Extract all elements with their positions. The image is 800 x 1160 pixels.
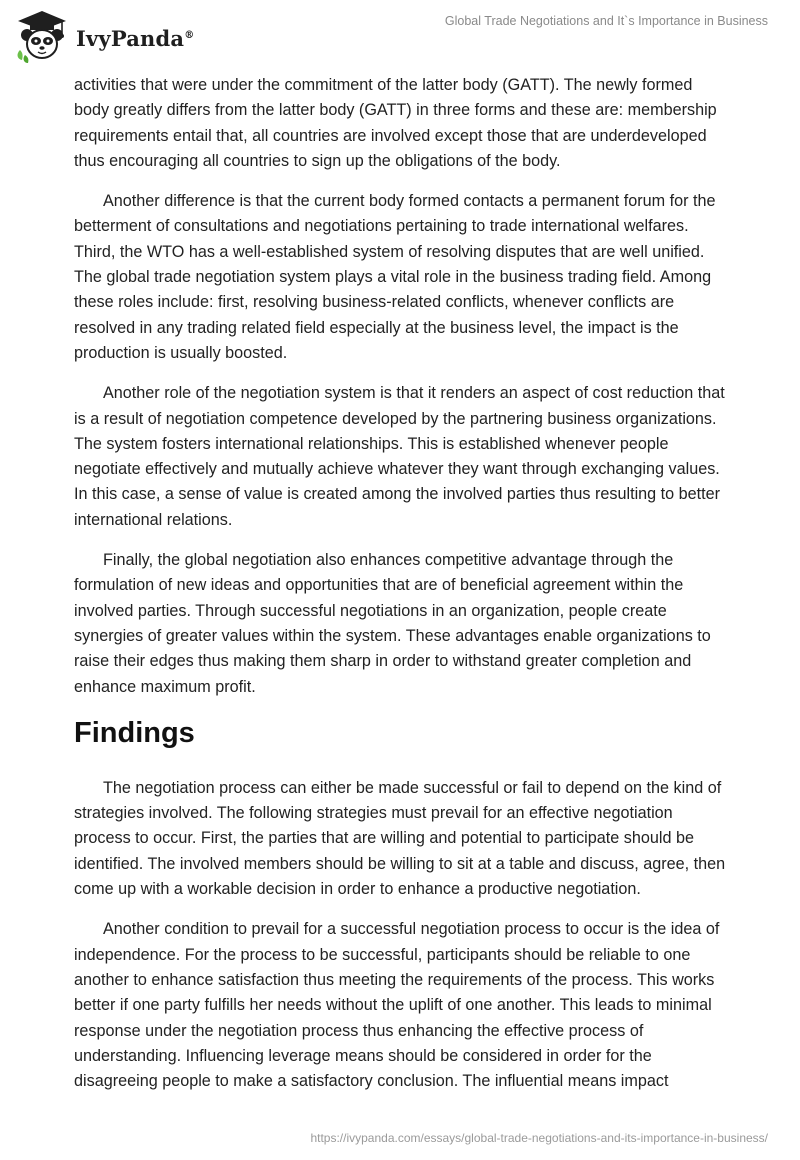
- panda-graduate-icon: [14, 8, 70, 64]
- paragraph: Finally, the global negotiation also enhances competitive advantage through the formulation of new ideas and opportunities that are of beneficial agreement within the involved parties. Through successful negotiations in an organization, people create synergies of greater values within the system. These advantages enable organizations to raise their edges thus making them sharp in order to withstand greater completion and enhance maximum profit.: [74, 551, 711, 696]
- paragraph: The negotiation process can either be made successful or fail to depend on the kind of strategies involved. The following strategies must prevail for an effective negotiation process to occur. First, the parties that are willing and potential to participate should be identified. The involved members should be willing to sit at a table and discuss, agree, then come up with a workable decision in order to enhance a productive negotiation.: [74, 778, 726, 899]
- paragraph-continued: activities that were under the commitment of the latter body (GATT). The newly formed body greatly differs from the latter body (GATT) in three forms and these are: membership requirements entail that, all countries are involved except those that are underdeveloped thus encouraging all countries to sign up the obligations of the body.: [74, 76, 717, 170]
- registered-mark: ®: [184, 29, 195, 41]
- source-url: https://ivypanda.com/essays/global-trade-negotiations-and-its-importance-in-business/: [310, 1131, 768, 1145]
- paragraph: Another role of the negotiation system is that it renders an aspect of cost reduction that is a result of negotiation competence developed by the partnering business organizations. The system fosters international relationships. This is established whenever people negotiate effectively and mutually achieve whatever they want through exchanging values. In this case, a sense of value is created among the involved parties thus resulting to better international relations.: [74, 384, 725, 529]
- brand-wordmark: IvyPanda®: [76, 25, 195, 51]
- document-title: Global Trade Negotiations and It`s Importance in Business: [444, 14, 768, 28]
- page-header: [0, 0, 800, 72]
- paragraph: Another condition to prevail for a successful negotiation process to occur is the idea of independence. For the process to be successful, participants should be reliable to one another to enhance satisfaction thus meeting the requirements of the process. This works better if one party fulfills her needs without the uplift of one another. This leads to minimal response under the negotiation process thus enhancing the effective process of understanding. Influencing leverage means should be considered in order for the disagreeing people to make a satisfactory conclusion. The influential means impact: [74, 920, 720, 1091]
- section-heading-findings: Findings: [74, 716, 195, 749]
- essay-body: [74, 73, 726, 1109]
- ivypanda-logo-link[interactable]: [14, 8, 194, 64]
- paragraph: Another difference is that the current body formed contacts a permanent forum for the betterment of consultations and negotiations pertaining to trade international welfares. Third, the WTO has a well-established system of resolving disputes that are well unified. The global trade negotiation system plays a vital role in the business trading field. Among these roles include: first, resolving business-related conflicts, whenever conflicts are resolved in any trading related field especially at the business level, the impact is the production is usually boosted.: [74, 192, 716, 362]
